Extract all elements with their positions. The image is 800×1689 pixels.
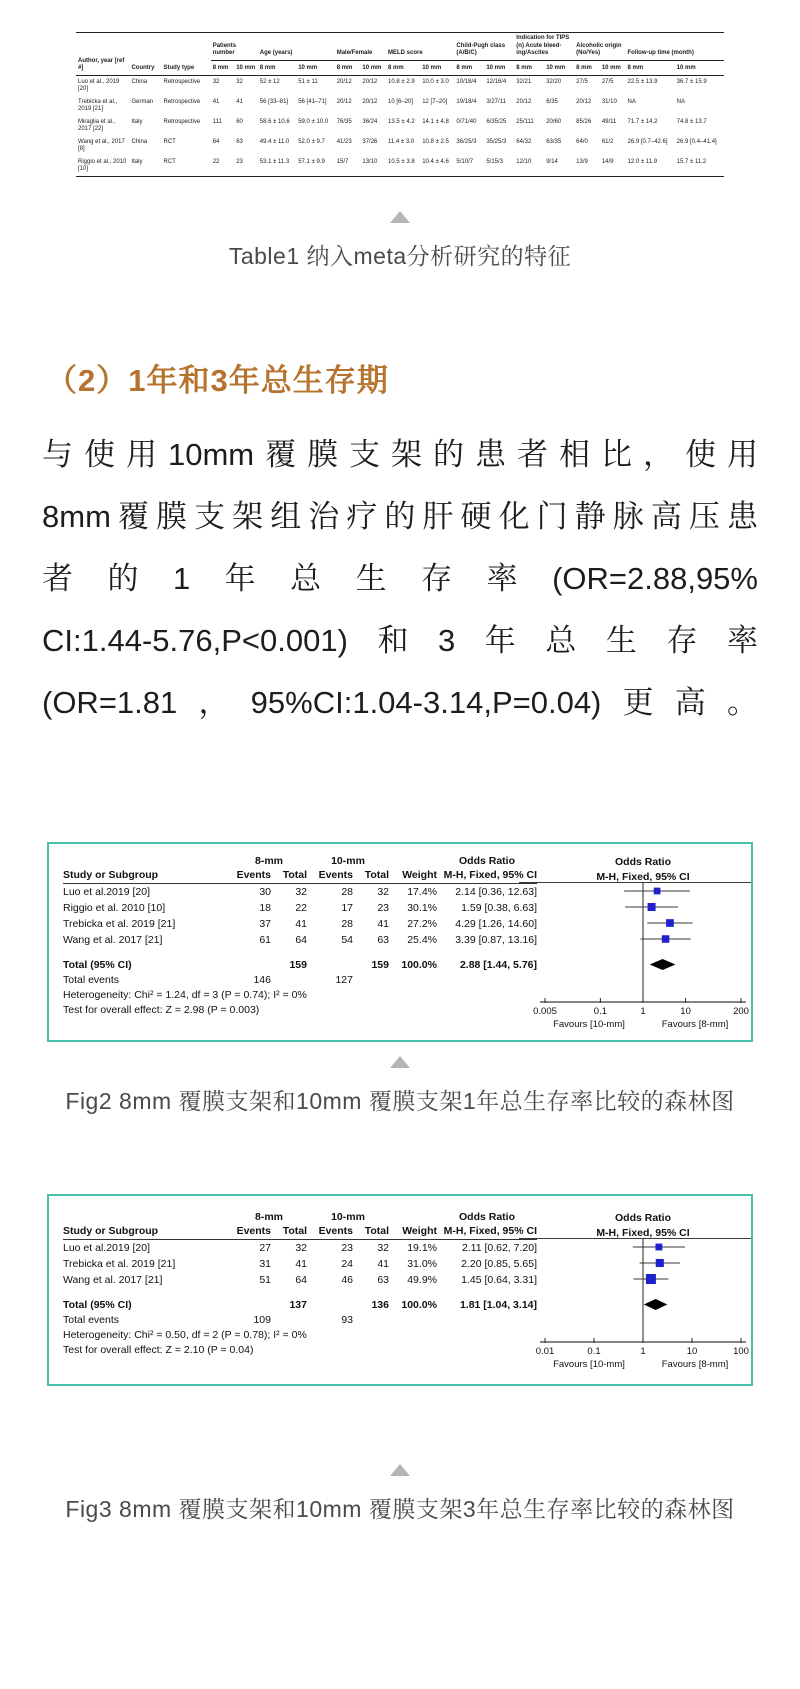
- forest-plot-graphic: [519, 854, 751, 1033]
- forest-study-row: [63, 916, 537, 932]
- table1-row: [76, 156, 724, 177]
- table1-cell: 20/12: [336, 98, 352, 105]
- table1-cell: 20/12: [362, 78, 378, 85]
- study-col-header: Study or Subgroup: [63, 1225, 159, 1237]
- total-events-8mm: 146: [253, 974, 271, 986]
- or-ci-text: 1.45 [0.64, 3.31]: [461, 1274, 537, 1286]
- table1-subcol-header: 8 mm: [626, 61, 675, 76]
- total-8mm: 64: [295, 1274, 307, 1286]
- table1-cell: 76/35: [336, 118, 352, 125]
- total-or-ci: 2.88 [1.44, 5.76]: [459, 959, 537, 971]
- events-8mm: 30: [259, 886, 271, 898]
- paragraph-line: (OR=1.81，95%CI:1.04-3.14,P=0.04)更高。: [42, 685, 758, 720]
- events-8mm: 61: [259, 934, 271, 946]
- study-or-marker: [666, 919, 674, 927]
- total-events-10mm: 93: [341, 1314, 353, 1326]
- weight-value: 49.9%: [407, 1274, 437, 1286]
- favours-left-label: Favours [10-mm]: [553, 1019, 625, 1030]
- weight-value: 17.4%: [407, 886, 437, 898]
- table1-cell: 12/16/4: [486, 78, 507, 85]
- events-10mm: 24: [341, 1258, 353, 1270]
- table1-cell: 49/11: [601, 118, 617, 125]
- odds-ratio-title: Odds Ratio: [458, 1211, 515, 1223]
- table1-cell: 5/15/3: [486, 158, 504, 165]
- or-ci-text: 3.39 [0.87, 13.16]: [455, 934, 537, 946]
- forest-total-row: [63, 958, 537, 973]
- table1-cell: Trebicka et al., 2019 [21]: [78, 98, 118, 112]
- or-ci-text: 2.11 [0.62, 7.20]: [461, 1242, 537, 1254]
- total-n-10mm: 159: [371, 959, 389, 971]
- table1-subcol-header: 8 mm: [258, 61, 296, 76]
- fig3-caption: Fig3 8mm 覆膜支架和10mm 覆膜支架3年总生存率比较的森林图: [65, 1496, 735, 1522]
- total-events-8mm: 109: [253, 1314, 271, 1326]
- forest-study-row: [63, 900, 537, 916]
- forest-overall-effect-row: [63, 1003, 537, 1018]
- axis-tick-label: 200: [733, 1006, 749, 1017]
- table1-cell: 22: [212, 158, 220, 165]
- total-10mm: 41: [377, 1258, 389, 1270]
- table1-subcol-header: 10 mm: [600, 61, 626, 76]
- axis-tick-label: 10: [686, 1346, 698, 1357]
- events-10mm: 23: [341, 1242, 353, 1254]
- weight-value: 27.2%: [407, 918, 437, 930]
- axis-tick-label: 100: [733, 1346, 749, 1357]
- forest-study-row: [63, 932, 537, 948]
- table1-cell: 3/27/11: [486, 98, 506, 105]
- table1-cell: 25/111: [516, 118, 534, 125]
- table1-cell: 26.9 [0.4–41.4]: [676, 138, 717, 145]
- paragraph-line: 8mm覆膜支架组治疗的肝硬化门静脉高压患: [42, 499, 758, 534]
- forest-cell: [63, 854, 231, 868]
- forest-cell: [307, 1298, 353, 1313]
- table1-cell: 10/18/4: [456, 78, 477, 85]
- table1-cell: 60: [236, 118, 243, 125]
- forest-study-row: [63, 1256, 537, 1272]
- table1-cell: 85/26: [576, 118, 592, 125]
- table1-subcol-header: 8 mm: [454, 61, 484, 76]
- table1-cell: 19/18/4: [456, 98, 477, 105]
- or-ci-text: 2.14 [0.36, 12.63]: [455, 886, 537, 898]
- total-weight: 100.0%: [401, 959, 437, 971]
- forest-study-row: [63, 1240, 537, 1256]
- study-or-marker: [662, 935, 670, 943]
- study-name: Riggio et al. 2010 [10]: [63, 902, 166, 914]
- table1-cell: 6/35/25: [486, 118, 507, 125]
- table1-cell: Luo et al., 2019 [20]: [78, 78, 120, 92]
- total-10mm: 32: [377, 1242, 389, 1254]
- forest-cell: [231, 1298, 271, 1313]
- axis-tick-label: 0.1: [593, 1006, 608, 1017]
- table1-cell: 36/24: [362, 118, 378, 125]
- table1-cell: Wang et al., 2017 [8]: [78, 138, 125, 152]
- axis-tick-label: 0.1: [587, 1346, 601, 1357]
- total-weight: 100.0%: [401, 1299, 437, 1311]
- table1-cell: 32/21: [516, 78, 532, 85]
- table1-cell: 36.7 ± 15.9: [676, 78, 707, 85]
- favours-right-label: Favours [8-mm]: [661, 1019, 729, 1030]
- total-10mm: 23: [377, 902, 389, 914]
- forest-study-row: [63, 884, 537, 900]
- overall-effect-text: Test for overall effect: Z = 2.98 (P = 0.003): [63, 1004, 260, 1016]
- weight-col-header: Weight: [402, 1225, 437, 1237]
- table1-cell: 32: [212, 78, 220, 85]
- forest-text-table: [63, 854, 537, 1034]
- table1-cell: 41: [212, 98, 220, 105]
- table1-col-header: Male/Female: [335, 33, 386, 61]
- table1-cell: 10.0 ± 3.0: [422, 78, 449, 85]
- forest-overall-effect-row: [63, 1343, 537, 1358]
- forest-group-header-row: [63, 854, 537, 868]
- table1-col-header: Age (years): [258, 33, 335, 61]
- forest-cell: [307, 958, 353, 973]
- total-col-header: Total: [364, 1225, 389, 1237]
- table1-cell: 111: [212, 118, 222, 125]
- weight-value: 25.4%: [407, 934, 437, 946]
- weight-value: 19.1%: [407, 1242, 437, 1254]
- table1-caption: Table1 纳入meta分析研究的特征: [228, 243, 572, 269]
- table1-row: [76, 76, 724, 97]
- paragraph-line: CI:1.44-5.76,P<0.001)和3年总生存率: [42, 623, 758, 658]
- forest-cell: [389, 1210, 437, 1224]
- table1-cell: 12/10: [516, 158, 532, 165]
- table1-cell: 26.9 [0.7–42.6]: [627, 138, 668, 145]
- study-name: Wang et al. 2017 [21]: [63, 934, 163, 946]
- events-col-header: Events: [318, 1225, 353, 1237]
- odds-ratio-title: Odds Ratio: [458, 855, 515, 867]
- table1-cell: 20/12: [576, 98, 592, 105]
- axis-tick-label: 0.01: [535, 1346, 555, 1357]
- collapse-arrow-icon: [390, 211, 410, 223]
- table1-cell: 13/9: [576, 158, 588, 165]
- events-10mm: 46: [341, 1274, 353, 1286]
- table1-cell: 58.6 ± 10.6: [259, 118, 290, 125]
- total-10mm: 32: [377, 886, 389, 898]
- table1-cell: 12.0 ± 11.9: [627, 158, 658, 165]
- forest-cell: [231, 958, 271, 973]
- body-paragraph: [42, 424, 758, 734]
- fig3-forest-plot: [47, 1194, 753, 1386]
- group1-header: 8-mm: [254, 855, 283, 867]
- axis-tick-label: 1: [640, 1346, 646, 1357]
- forest-cell: [271, 1313, 307, 1328]
- total-col-header: Total: [364, 869, 389, 881]
- table1-col-header: Indication for TIPS (n) Acute bleed-ing/Ascites: [514, 33, 574, 61]
- total-8mm: 64: [295, 934, 307, 946]
- table1-cell: China: [131, 138, 148, 145]
- table1-cell: 20/12: [336, 78, 352, 85]
- table1-cell: Retrospective: [163, 98, 201, 105]
- events-col-header: Events: [318, 869, 353, 881]
- table1-cell: Retrospective: [163, 78, 201, 85]
- table1-cell: 35/25/3: [486, 138, 507, 145]
- events-8mm: 18: [259, 902, 271, 914]
- table1-subcol-header: 10 mm: [484, 61, 514, 76]
- forest-column-header-row: [63, 1224, 537, 1240]
- total-8mm: 41: [295, 918, 307, 930]
- table1-cell: 15/7: [336, 158, 349, 165]
- plot-or-ci-subtitle: M-H, Fixed, 95% CI: [596, 1227, 690, 1239]
- paragraph-line: 与使用10mm覆膜支架的患者相比，使用: [42, 437, 758, 472]
- table1-cell: RCT: [163, 138, 176, 145]
- table1-cell: Italy: [131, 158, 143, 165]
- table1-col-header: Alcoholic origin (No/Yes): [574, 33, 625, 61]
- table1-cell: 52 ± 12: [259, 78, 280, 85]
- table1-subcol-header: 10 mm: [544, 61, 574, 76]
- total-events-10mm: 127: [335, 974, 353, 986]
- forest-plot-graphic: [519, 1210, 751, 1373]
- table1-subcol-header: 8 mm: [574, 61, 600, 76]
- table1-cell: Italy: [131, 118, 143, 125]
- table1-subcol-header: 8 mm: [211, 61, 235, 76]
- table1-cell: 12 [7–20]: [422, 98, 448, 105]
- table1-cell: 11.4 ± 3.0: [388, 138, 415, 145]
- table1-row: [76, 136, 724, 156]
- events-8mm: 37: [259, 918, 271, 930]
- axis-tick-label: 1: [640, 1006, 646, 1017]
- table1-cell: Miraglia et al., 2017 [22]: [78, 118, 116, 132]
- group1-header: 8-mm: [254, 1211, 283, 1223]
- table1-subcol-header: 10 mm: [420, 61, 454, 76]
- table1-cell: NA: [627, 98, 636, 105]
- events-10mm: 54: [341, 934, 353, 946]
- heterogeneity-text: Heterogeneity: Chi² = 0.50, df = 2 (P = 0.78); I² = 0%: [63, 1329, 307, 1341]
- table1-cell: RCT: [163, 158, 176, 165]
- table1-cell: 63/35: [546, 138, 562, 145]
- total-col-header: Total: [282, 1225, 307, 1237]
- or-ci-text: 4.29 [1.26, 14.60]: [455, 918, 537, 930]
- table1-cell: 10.5 ± 3.8: [388, 158, 415, 165]
- table1-cell: 36/25/3: [456, 138, 477, 145]
- table1-col-header: Patients number: [211, 33, 258, 61]
- fig2-caption: Fig2 8mm 覆膜支架和10mm 覆膜支架1年总生存率比较的森林图: [65, 1088, 735, 1114]
- table1-cell: 6/35: [546, 98, 558, 105]
- table1-cell: 49.4 ± 11.0: [259, 138, 290, 145]
- table1-subcol-header: 10 mm: [234, 61, 258, 76]
- total-n-8mm: 137: [289, 1299, 307, 1311]
- total-events-label: Total events: [63, 974, 120, 986]
- table1-cell: 41: [236, 98, 243, 105]
- forest-column-header-row: [63, 868, 537, 884]
- fig2-forest-plot: [47, 842, 753, 1042]
- table1-row: [76, 96, 724, 116]
- study-name: Luo et al.2019 [20]: [63, 1242, 150, 1254]
- total-col-header: Total: [282, 869, 307, 881]
- table1-cell: 32: [236, 78, 243, 85]
- study-col-header: Study or Subgroup: [63, 869, 159, 881]
- table1-cell: 14.1 ± 4.8: [422, 118, 449, 125]
- total-10mm: 41: [377, 918, 389, 930]
- total-8mm: 32: [295, 1242, 307, 1254]
- total-or-ci: 1.81 [1.04, 3.14]: [459, 1299, 537, 1311]
- or-ci-text: 2.20 [0.85, 5.65]: [461, 1258, 537, 1270]
- table1-col-header: Follow-up time (month): [626, 33, 725, 61]
- events-10mm: 28: [341, 886, 353, 898]
- weight-col-header: Weight: [402, 869, 437, 881]
- table1-cell: 9/14: [546, 158, 558, 165]
- table1-cell: 56 [33–81]: [259, 98, 289, 105]
- study-name: Trebicka et al. 2019 [21]: [63, 1258, 176, 1270]
- group2-header: 10-mm: [331, 855, 365, 867]
- overall-effect-text: Test for overall effect: Z = 2.10 (P = 0.04): [63, 1344, 254, 1356]
- total-label: Total (95% CI): [63, 1299, 132, 1311]
- table1-cell: 10.8 ± 2.5: [422, 138, 449, 145]
- table1-group-header-row: [76, 33, 724, 61]
- table1-cell: China: [131, 78, 148, 85]
- table1-cell: 15.7 ± 11.2: [676, 158, 707, 165]
- table1-cell: 74.8 ± 13.7: [676, 118, 707, 125]
- table1-subcol-header: 8 mm: [386, 61, 420, 76]
- forest-heterogeneity-row: [63, 1328, 537, 1343]
- study-name: Wang et al. 2017 [21]: [63, 1274, 163, 1286]
- table1-image: [76, 32, 724, 177]
- forest-cell: [389, 854, 437, 868]
- table1-cell: 10 [6–20]: [388, 98, 414, 105]
- forest-cell: [271, 973, 307, 988]
- total-events-label: Total events: [63, 1314, 120, 1326]
- table1-cell: 64/0: [576, 138, 588, 145]
- forest-study-row: [63, 1272, 537, 1288]
- table1-col-header: Author, year [ref #]: [76, 33, 129, 76]
- axis-tick-label: 10: [680, 1006, 691, 1017]
- study-or-marker: [646, 1274, 656, 1284]
- table1-cell: 52.0 ± 9.7: [298, 138, 325, 145]
- plot-or-ci-subtitle: M-H, Fixed, 95% CI: [596, 871, 690, 883]
- table1-cell: 37/26: [362, 138, 378, 145]
- collapse-arrow-icon: [390, 1056, 410, 1068]
- events-10mm: 28: [341, 918, 353, 930]
- events-8mm: 51: [259, 1274, 271, 1286]
- table1-cell: 64: [212, 138, 220, 145]
- table1-cell: 13.5 ± 4.2: [388, 118, 415, 125]
- total-n-8mm: 159: [289, 959, 307, 971]
- forest-total-events-row: [63, 1313, 537, 1328]
- table1-subcol-header: 10 mm: [360, 61, 386, 76]
- events-8mm: 31: [259, 1258, 271, 1270]
- axis-tick-label: 0.005: [533, 1006, 557, 1017]
- article-page: [0, 32, 800, 1624]
- table1-cell: 27/5: [576, 78, 588, 85]
- table1-cell: German: [131, 98, 154, 105]
- weight-value: 31.0%: [407, 1258, 437, 1270]
- table1-col-header: Child-Pugh class (A/B/C): [454, 33, 514, 61]
- table1-cell: 14/9: [601, 158, 614, 165]
- study-or-marker: [656, 1259, 664, 1267]
- plot-odds-ratio-title: Odds Ratio: [614, 1212, 672, 1224]
- table1-cell: 51 ± 11: [298, 78, 318, 85]
- total-n-10mm: 136: [371, 1299, 389, 1311]
- table1-cell: 32/20: [546, 78, 562, 85]
- forest-group-header-row: [63, 1210, 537, 1224]
- or-ci-text: 1.59 [0.38, 6.63]: [461, 902, 537, 914]
- favours-left-label: Favours [10-mm]: [553, 1359, 625, 1370]
- table1-row: [76, 116, 724, 136]
- table1-cell: 56 [41–71]: [298, 98, 327, 105]
- forest-cell: [63, 1210, 231, 1224]
- forest-total-row: [63, 1298, 537, 1313]
- table1-cell: 71.7 ± 14.2: [627, 118, 658, 125]
- table1-cell: 10.8 ± 2.9: [388, 78, 415, 85]
- table1-subcol-header: 8 mm: [514, 61, 544, 76]
- forest-total-events-row: [63, 973, 537, 988]
- forest-text-table: [63, 1210, 537, 1374]
- summary-diamond: [650, 959, 676, 970]
- table1-col-header: MELD score: [386, 33, 454, 61]
- study-or-marker: [655, 1244, 662, 1251]
- total-8mm: 22: [295, 902, 307, 914]
- total-label: Total (95% CI): [63, 959, 132, 971]
- table1-col-header: Study type: [162, 33, 211, 76]
- total-8mm: 32: [295, 886, 307, 898]
- table1-cell: 63: [236, 138, 243, 145]
- table1-cell: Riggio et al., 2010 [10]: [78, 158, 127, 172]
- study-or-marker: [648, 903, 656, 911]
- study-characteristics-table: [76, 32, 724, 177]
- table1-cell: 0/71/40: [456, 118, 477, 125]
- table1-cell: 31/10: [601, 98, 617, 105]
- table1-cell: 20/60: [546, 118, 562, 125]
- heterogeneity-text: Heterogeneity: Chi² = 1.24, df = 3 (P = 0.74); I² = 0%: [63, 989, 307, 1001]
- table1-cell: 23: [236, 158, 243, 165]
- total-8mm: 41: [295, 1258, 307, 1270]
- table1-cell: NA: [676, 98, 686, 105]
- table1-cell: 22.5 ± 13.9: [627, 78, 658, 85]
- or-ci-col-header: M-H, Fixed, 95% CI: [443, 1225, 537, 1237]
- table1-cell: 5/10/7: [456, 158, 474, 165]
- table1-subcol-header: 10 mm: [675, 61, 724, 76]
- summary-diamond: [644, 1299, 668, 1310]
- table1-cell: 64/32: [516, 138, 532, 145]
- total-10mm: 63: [377, 934, 389, 946]
- table1-cell: 13/10: [362, 158, 378, 165]
- study-or-marker: [654, 888, 661, 895]
- table1-cell: Retrospective: [163, 118, 201, 125]
- events-col-header: Events: [236, 1225, 271, 1237]
- forest-heterogeneity-row: [63, 988, 537, 1003]
- group2-header: 10-mm: [331, 1211, 365, 1223]
- paragraph-line: 者的1年总生存率(OR=2.88,95%: [42, 561, 758, 596]
- table1-cell: 20/12: [362, 98, 378, 105]
- table1-cell: 61/2: [601, 138, 614, 145]
- plot-odds-ratio-title: Odds Ratio: [614, 856, 672, 868]
- table1-cell: 59.0 ± 10.0: [298, 118, 329, 125]
- events-8mm: 27: [259, 1242, 271, 1254]
- table1-cell: 27/5: [601, 78, 614, 85]
- table1-cell: 53.1 ± 11.3: [259, 158, 290, 165]
- total-10mm: 63: [377, 1274, 389, 1286]
- study-name: Trebicka et al. 2019 [21]: [63, 918, 176, 930]
- table1-cell: 10.4 ± 4.6: [422, 158, 449, 165]
- section-heading: （2）1年和3年总生存期: [46, 363, 389, 398]
- events-10mm: 17: [341, 902, 353, 914]
- table1-cell: 41/23: [336, 138, 352, 145]
- table1-cell: 20/12: [516, 98, 532, 105]
- study-name: Luo et al.2019 [20]: [63, 886, 150, 898]
- favours-right-label: Favours [8-mm]: [661, 1359, 729, 1370]
- collapse-arrow-icon: [390, 1464, 410, 1476]
- table1-subcol-header: 10 mm: [296, 61, 334, 76]
- table1-subcol-header: 8 mm: [335, 61, 361, 76]
- weight-value: 30.1%: [407, 902, 437, 914]
- events-col-header: Events: [236, 869, 271, 881]
- table1-col-header: Country: [129, 33, 161, 76]
- or-ci-col-header: M-H, Fixed, 95% CI: [443, 869, 537, 881]
- table1-cell: 57.1 ± 9.9: [298, 158, 325, 165]
